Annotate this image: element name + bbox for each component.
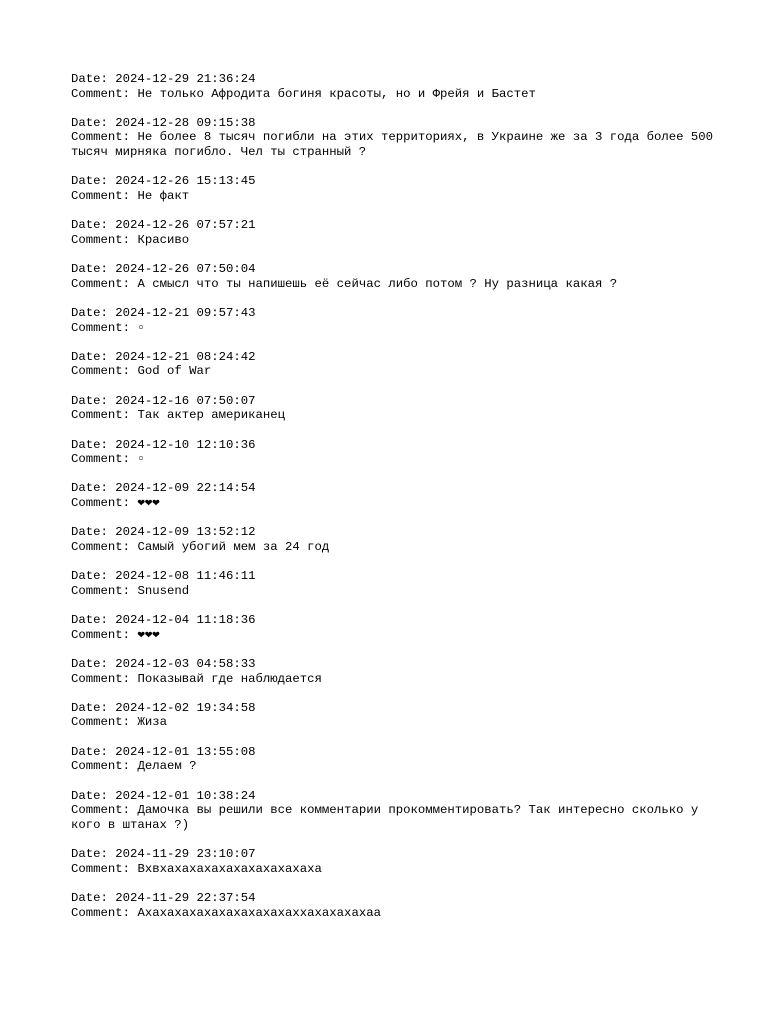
comment-label: Comment: <box>71 276 131 291</box>
comment-label: Comment: <box>71 715 131 730</box>
comment-text: Ахахахахахахахахахахаххахахахахаа <box>137 905 381 920</box>
date-value: 2024-12-21 09:57:43 <box>115 305 256 320</box>
date-value: 2024-12-26 07:50:04 <box>115 262 256 277</box>
comment-line <box>71 759 721 774</box>
comment-entry <box>71 394 721 423</box>
comment-entry <box>71 174 721 203</box>
date-value: 2024-12-16 07:50:07 <box>115 393 256 408</box>
comment-text: Не более 8 тысяч погибли на этих территориях, в Украине же за 3 года более 500 тысяч мирняка погибло. Чел ты странный ? <box>71 130 721 160</box>
comment-entry <box>71 306 721 335</box>
date-line <box>71 745 721 760</box>
comment-label: Comment: <box>71 671 131 686</box>
date-line <box>71 789 721 804</box>
date-line <box>71 701 721 716</box>
date-label: Date: <box>71 218 108 233</box>
date-line <box>71 847 721 862</box>
comment-label: Comment: <box>71 320 131 335</box>
comment-label: Comment: <box>71 759 131 774</box>
comment-entry <box>71 847 721 876</box>
comment-entry <box>71 72 721 101</box>
date-label: Date: <box>71 349 108 364</box>
comment-text: ▫ <box>137 320 145 335</box>
date-value: 2024-12-01 13:55:08 <box>115 744 256 759</box>
comment-text: Snusend <box>137 583 190 598</box>
date-label: Date: <box>71 525 108 540</box>
comment-label: Comment: <box>71 408 131 423</box>
date-line <box>71 438 721 453</box>
date-value: 2024-11-29 23:10:07 <box>115 847 256 862</box>
comment-label: Comment: <box>71 86 131 101</box>
date-line <box>71 657 721 672</box>
date-line <box>71 394 721 409</box>
comment-line <box>71 364 721 379</box>
date-value: 2024-12-26 15:13:45 <box>115 174 256 189</box>
date-line <box>71 262 721 277</box>
comment-text: Самый убогий мем за 24 год <box>137 539 330 554</box>
comment-text: Не факт <box>137 188 190 203</box>
comment-entry <box>71 525 721 554</box>
comment-label: Comment: <box>71 861 131 876</box>
date-label: Date: <box>71 569 108 584</box>
comment-label: Comment: <box>71 905 131 920</box>
date-value: 2024-12-02 19:34:58 <box>115 700 256 715</box>
comment-line <box>71 189 721 204</box>
date-line <box>71 218 721 233</box>
date-value: 2024-12-28 09:15:38 <box>115 115 256 130</box>
comment-line <box>71 715 721 730</box>
date-label: Date: <box>71 262 108 277</box>
date-label: Date: <box>71 890 108 905</box>
date-value: 2024-12-03 04:58:33 <box>115 656 256 671</box>
comment-entry <box>71 116 721 160</box>
date-label: Date: <box>71 115 108 130</box>
comment-entry <box>71 745 721 774</box>
comment-text: Дамочка вы решили все комментарии прокомментировать? Так интересно сколько у кого в штанах ?) <box>71 803 706 832</box>
comment-label: Comment: <box>71 130 131 145</box>
comment-entry <box>71 657 721 686</box>
date-line <box>71 116 721 131</box>
date-value: 2024-12-09 13:52:12 <box>115 525 256 540</box>
date-value: 2024-12-04 11:18:36 <box>115 613 256 628</box>
date-label: Date: <box>71 788 108 803</box>
date-value: 2024-12-09 22:14:54 <box>115 481 256 496</box>
comment-label: Comment: <box>71 364 131 379</box>
date-label: Date: <box>71 481 108 496</box>
comment-line <box>71 862 721 877</box>
date-value: 2024-11-29 22:37:54 <box>115 890 256 905</box>
comment-text: Красиво <box>137 232 190 247</box>
date-line <box>71 306 721 321</box>
comment-line <box>71 321 721 336</box>
date-label: Date: <box>71 656 108 671</box>
comment-label: Comment: <box>71 232 131 247</box>
comment-line <box>71 672 721 687</box>
date-label: Date: <box>71 700 108 715</box>
comment-log <box>71 72 721 935</box>
comment-entry <box>71 262 721 291</box>
comment-entry <box>71 569 721 598</box>
date-label: Date: <box>71 305 108 320</box>
comment-label: Comment: <box>71 496 131 511</box>
date-line <box>71 525 721 540</box>
comment-text: ❤❤❤ <box>137 627 160 642</box>
date-line <box>71 613 721 628</box>
comment-entry <box>71 218 721 247</box>
comment-entry <box>71 701 721 730</box>
date-label: Date: <box>71 174 108 189</box>
comment-entry <box>71 438 721 467</box>
date-value: 2024-12-08 11:46:11 <box>115 569 256 584</box>
comment-text: Так актер американец <box>137 408 286 423</box>
comment-label: Comment: <box>71 452 131 467</box>
comment-label: Comment: <box>71 803 131 818</box>
comment-label: Comment: <box>71 188 131 203</box>
comment-line <box>71 496 721 511</box>
date-line <box>71 72 721 87</box>
date-label: Date: <box>71 744 108 759</box>
date-line <box>71 891 721 906</box>
date-line <box>71 569 721 584</box>
comment-line <box>71 233 721 248</box>
comment-line <box>71 130 721 159</box>
comment-text: Вхвхахахахахахахахахахаха <box>137 861 322 876</box>
date-label: Date: <box>71 72 108 86</box>
date-label: Date: <box>71 393 108 408</box>
comment-text: ▫ <box>137 452 145 467</box>
comment-line <box>71 803 721 832</box>
date-line <box>71 481 721 496</box>
date-line <box>71 174 721 189</box>
date-value: 2024-12-29 21:36:24 <box>115 72 256 86</box>
comment-entry <box>71 891 721 920</box>
comment-line <box>71 277 721 292</box>
comment-label: Comment: <box>71 539 131 554</box>
comment-label: Comment: <box>71 627 131 642</box>
comment-line <box>71 584 721 599</box>
comment-line <box>71 408 721 423</box>
comment-line <box>71 906 721 921</box>
comment-label: Comment: <box>71 583 131 598</box>
comment-entry <box>71 789 721 833</box>
date-label: Date: <box>71 613 108 628</box>
comment-entry <box>71 481 721 510</box>
comment-text: Жиза <box>137 715 167 730</box>
comment-text: Делаем ? <box>137 759 197 774</box>
date-label: Date: <box>71 437 108 452</box>
comment-line <box>71 628 721 643</box>
comment-text: А смысл что ты напишешь её сейчас либо потом ? Ну разница какая ? <box>137 276 618 291</box>
comment-line <box>71 87 721 102</box>
date-value: 2024-12-26 07:57:21 <box>115 218 256 233</box>
date-value: 2024-12-10 12:10:36 <box>115 437 256 452</box>
comment-text: ❤❤❤ <box>137 496 160 511</box>
date-label: Date: <box>71 847 108 862</box>
comment-text: Показывай где наблюдается <box>137 671 322 686</box>
comment-line <box>71 452 721 467</box>
date-value: 2024-12-21 08:24:42 <box>115 349 256 364</box>
comment-line <box>71 540 721 555</box>
comment-entry <box>71 350 721 379</box>
comment-text: Не только Афродита богиня красоты, но и Фрейя и Бастет <box>137 86 536 101</box>
date-value: 2024-12-01 10:38:24 <box>115 788 256 803</box>
comment-text: God of War <box>137 364 212 379</box>
date-line <box>71 350 721 365</box>
comment-entry <box>71 613 721 642</box>
